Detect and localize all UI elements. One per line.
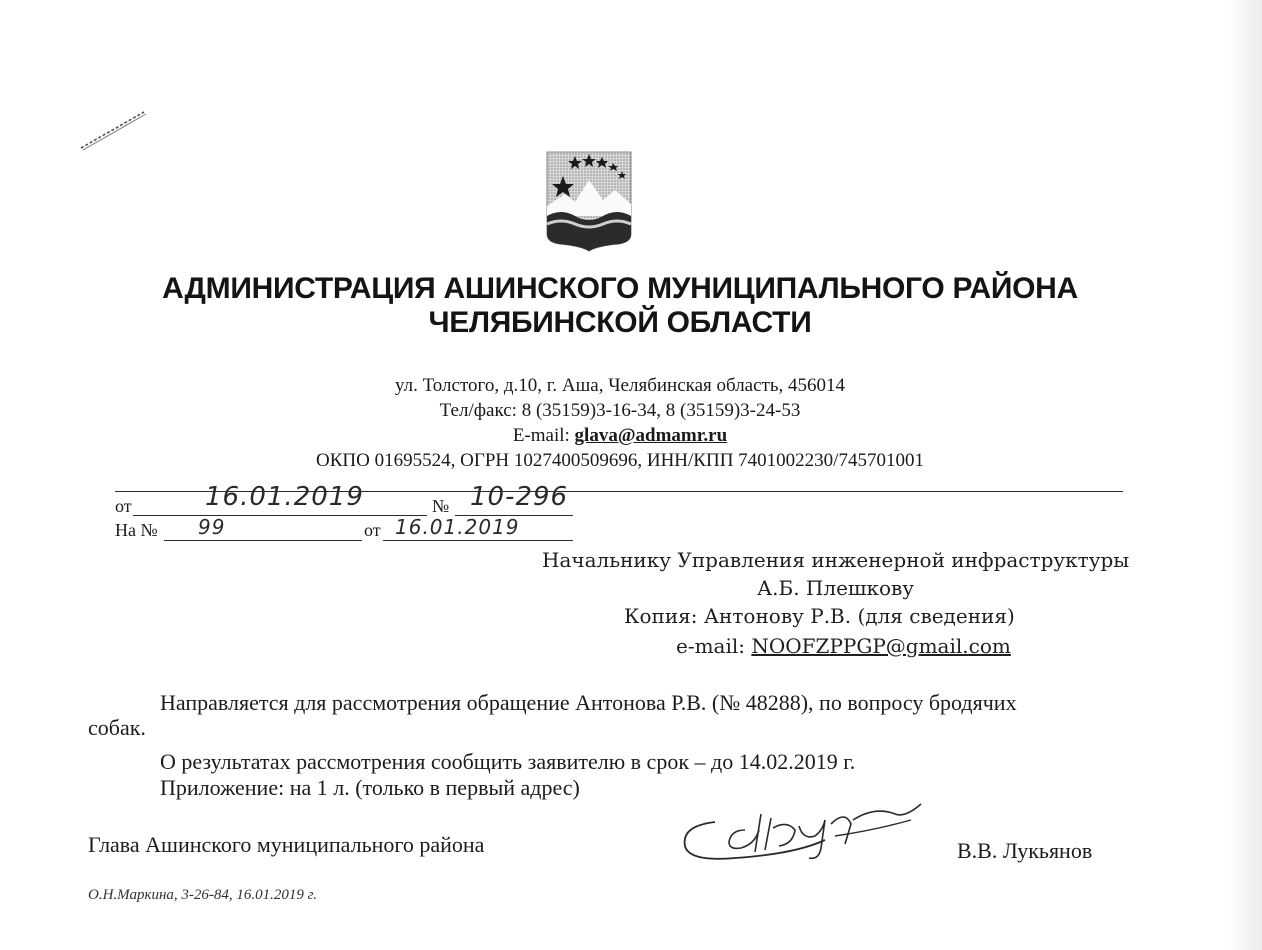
addressee-position: Начальнику Управления инженерной инфраструктуры (542, 548, 1130, 572)
from-date-handwritten: 16.01.2019 (205, 482, 364, 512)
reference-date-underline (383, 540, 573, 541)
organization-email-link[interactable]: glava@admamr.ru (574, 425, 728, 446)
number-label: № (432, 496, 450, 516)
body-paragraph-1-line-1: Направляется для рассмотрения обращение Антонова Р.В. (№ 48288), по вопросу бродячих (160, 690, 1017, 715)
organization-title-line2: ЧЕЛЯБИНСКОЙ ОБЛАСТИ (428, 306, 812, 339)
handwritten-signature (675, 800, 925, 870)
body-paragraph-1-line-2: собак. (88, 715, 146, 740)
executor-note: О.Н.Маркина, 3-26-84, 16.01.2019 г. (88, 887, 318, 903)
organization-codes: ОКПО 01695524, ОГРН 1027400509696, ИНН/КПП 7401002230/745701001 (316, 450, 924, 471)
organization-phone: Тел/факс: 8 (35159)3-16-34, 8 (35159)3-24-53 (439, 400, 801, 421)
from-label: от (115, 496, 132, 516)
organization-title-line1: АДМИНИСТРАЦИЯ АШИНСКОГО МУНИЦИПАЛЬНОГО РАЙОНА (162, 272, 1078, 305)
signer-position: Глава Ашинского муниципального района (88, 832, 485, 857)
addressee-email-label: e-mail: (676, 634, 752, 658)
reference-label: На № (115, 520, 158, 540)
coat-of-arms-icon (545, 150, 633, 252)
addressee-name: А.Б. Плешкову (757, 576, 915, 600)
email-label: E-mail: (512, 425, 575, 446)
organization-email-line (0, 425, 1240, 447)
pen-scratch-mark (78, 108, 148, 152)
reference-date-handwritten: 16.01.2019 (395, 515, 520, 539)
body-attachment-note: Приложение: на 1 л. (только в первый адрес) (160, 775, 580, 800)
organization-address: ул. Толстого, д.10, г. Аша, Челябинская область, 456014 (394, 375, 846, 396)
addressee-email-link[interactable]: NOOFZPPGP@gmail.com (751, 634, 1011, 658)
addressee-email-line (676, 634, 1011, 658)
outgoing-number-handwritten: 10-296 (470, 482, 569, 512)
scan-edge-shadow (1228, 0, 1262, 950)
reference-underline (164, 540, 362, 541)
from-date-underline (133, 515, 427, 516)
body-paragraph-2: О результатах рассмотрения сообщить заявителю в срок – до 14.02.2019 г. (160, 749, 856, 774)
addressee-copy: Копия: Антонову Р.В. (для сведения) (624, 604, 1015, 628)
reference-number-handwritten: 99 (198, 515, 226, 539)
reference-from-label: от (364, 520, 381, 540)
signer-name: В.В. Лукьянов (957, 838, 1093, 863)
